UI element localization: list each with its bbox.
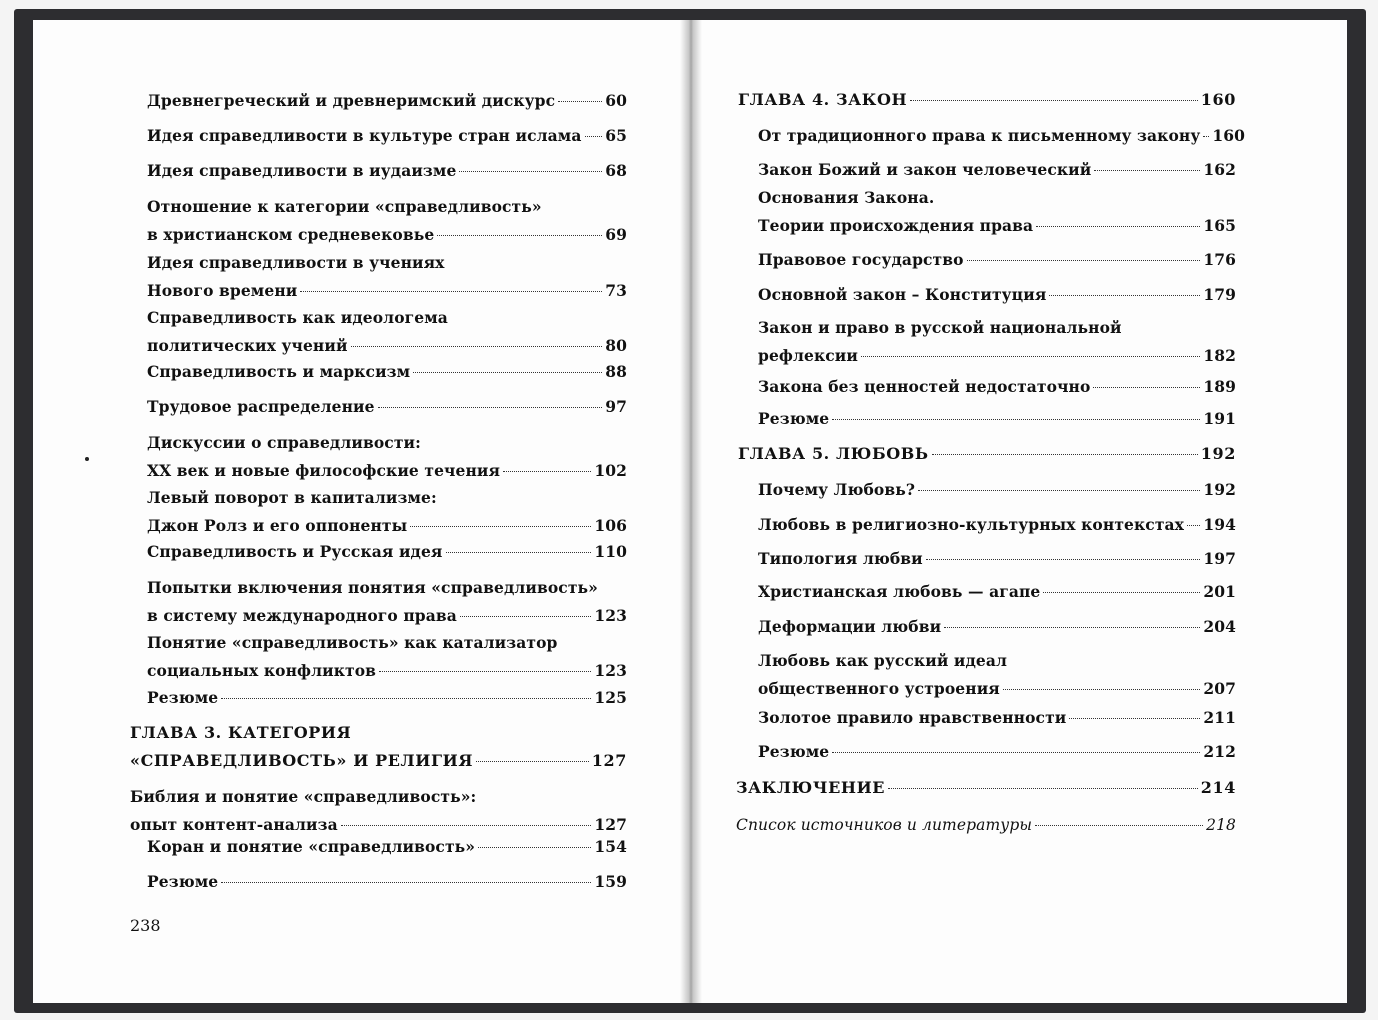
- toc-entry: Идея справедливости в культуре стран ислама 65: [147, 126, 627, 145]
- margin-speck: [85, 457, 89, 461]
- toc-entry: Дискуссии о справедливости: XX век и новые философские течения 102: [147, 433, 627, 480]
- toc-entry: Резюме 125: [147, 688, 627, 707]
- toc-chapter-heading: ГЛАВА 4. ЗАКОН 160: [738, 90, 1236, 109]
- toc-entry: Справедливость и марксизм 88: [147, 362, 627, 381]
- toc-bibliography-entry: Список источников и литературы 218: [736, 816, 1236, 834]
- toc-entry: Отношение к категории «справедливость» в христианском средневековье 69: [147, 197, 627, 244]
- right-page: [693, 20, 1347, 1003]
- toc-entry: Золотое правило нравственности 211: [758, 708, 1236, 727]
- page-number: 238: [130, 916, 161, 935]
- toc-entry: Любовь как русский идеал общественного устроения 207: [758, 651, 1236, 698]
- toc-entry: Понятие «справедливость» как катализатор социальных конфликтов 123: [147, 633, 627, 680]
- toc-entry: Левый поворот в капитализме: Джон Ролз и его оппоненты 106: [147, 488, 627, 535]
- toc-entry: Закона без ценностей недостаточно 189: [758, 377, 1236, 396]
- toc-entry: Библия и понятие «справедливость»: опыт контент-анализа 127: [130, 787, 627, 834]
- toc-entry: Типология любви 197: [758, 549, 1236, 568]
- toc-entry: Основания Закона. Теории происхождения права 165: [758, 188, 1236, 235]
- toc-entry: Закон и право в русской национальной рефлексии 182: [758, 318, 1236, 365]
- toc-entry: Трудовое распределение 97: [147, 397, 627, 416]
- toc-chapter-heading: ГЛАВА 5. ЛЮБОВЬ 192: [738, 444, 1236, 463]
- toc-entry: Попытки включения понятия «справедливость» в систему международного права 123: [147, 578, 627, 625]
- toc-entry: Резюме 159: [147, 872, 627, 891]
- toc-entry: Древнегреческий и древнеримский дискурс 60: [147, 91, 627, 110]
- toc-entry: Основной закон – Конституция 179: [758, 285, 1236, 304]
- toc-entry: Коран и понятие «справедливость» 154: [147, 837, 627, 856]
- toc-entry: Деформации любви 204: [758, 617, 1236, 636]
- left-page: [33, 20, 688, 1003]
- toc-entry: Почему Любовь? 192: [758, 480, 1236, 499]
- toc-chapter-heading: ЗАКЛЮЧЕНИЕ 214: [736, 778, 1236, 797]
- toc-entry: Закон Божий и закон человеческий 162: [758, 160, 1236, 179]
- toc-entry: Резюме 212: [758, 742, 1236, 761]
- toc-entry: Любовь в религиозно-культурных контекстах 194: [758, 515, 1236, 534]
- toc-entry: Идея справедливости в иудаизме 68: [147, 161, 627, 180]
- toc-entry: Правовое государство 176: [758, 250, 1236, 269]
- toc-entry: Справедливость и Русская идея 110: [147, 542, 627, 561]
- toc-chapter-heading: ГЛАВА 3. КАТЕГОРИЯ «СПРАВЕДЛИВОСТЬ» И РЕЛИГИЯ 127: [130, 723, 627, 770]
- book-gutter: [680, 20, 702, 1003]
- toc-entry: Справедливость как идеологема политических учений 80: [147, 308, 627, 355]
- toc-entry: От традиционного права к письменному закону 160: [758, 126, 1246, 145]
- toc-entry: Резюме 191: [758, 409, 1236, 428]
- toc-entry: Христианская любовь — агапе 201: [758, 582, 1236, 601]
- toc-entry: Идея справедливости в учениях Нового времени 73: [147, 253, 627, 300]
